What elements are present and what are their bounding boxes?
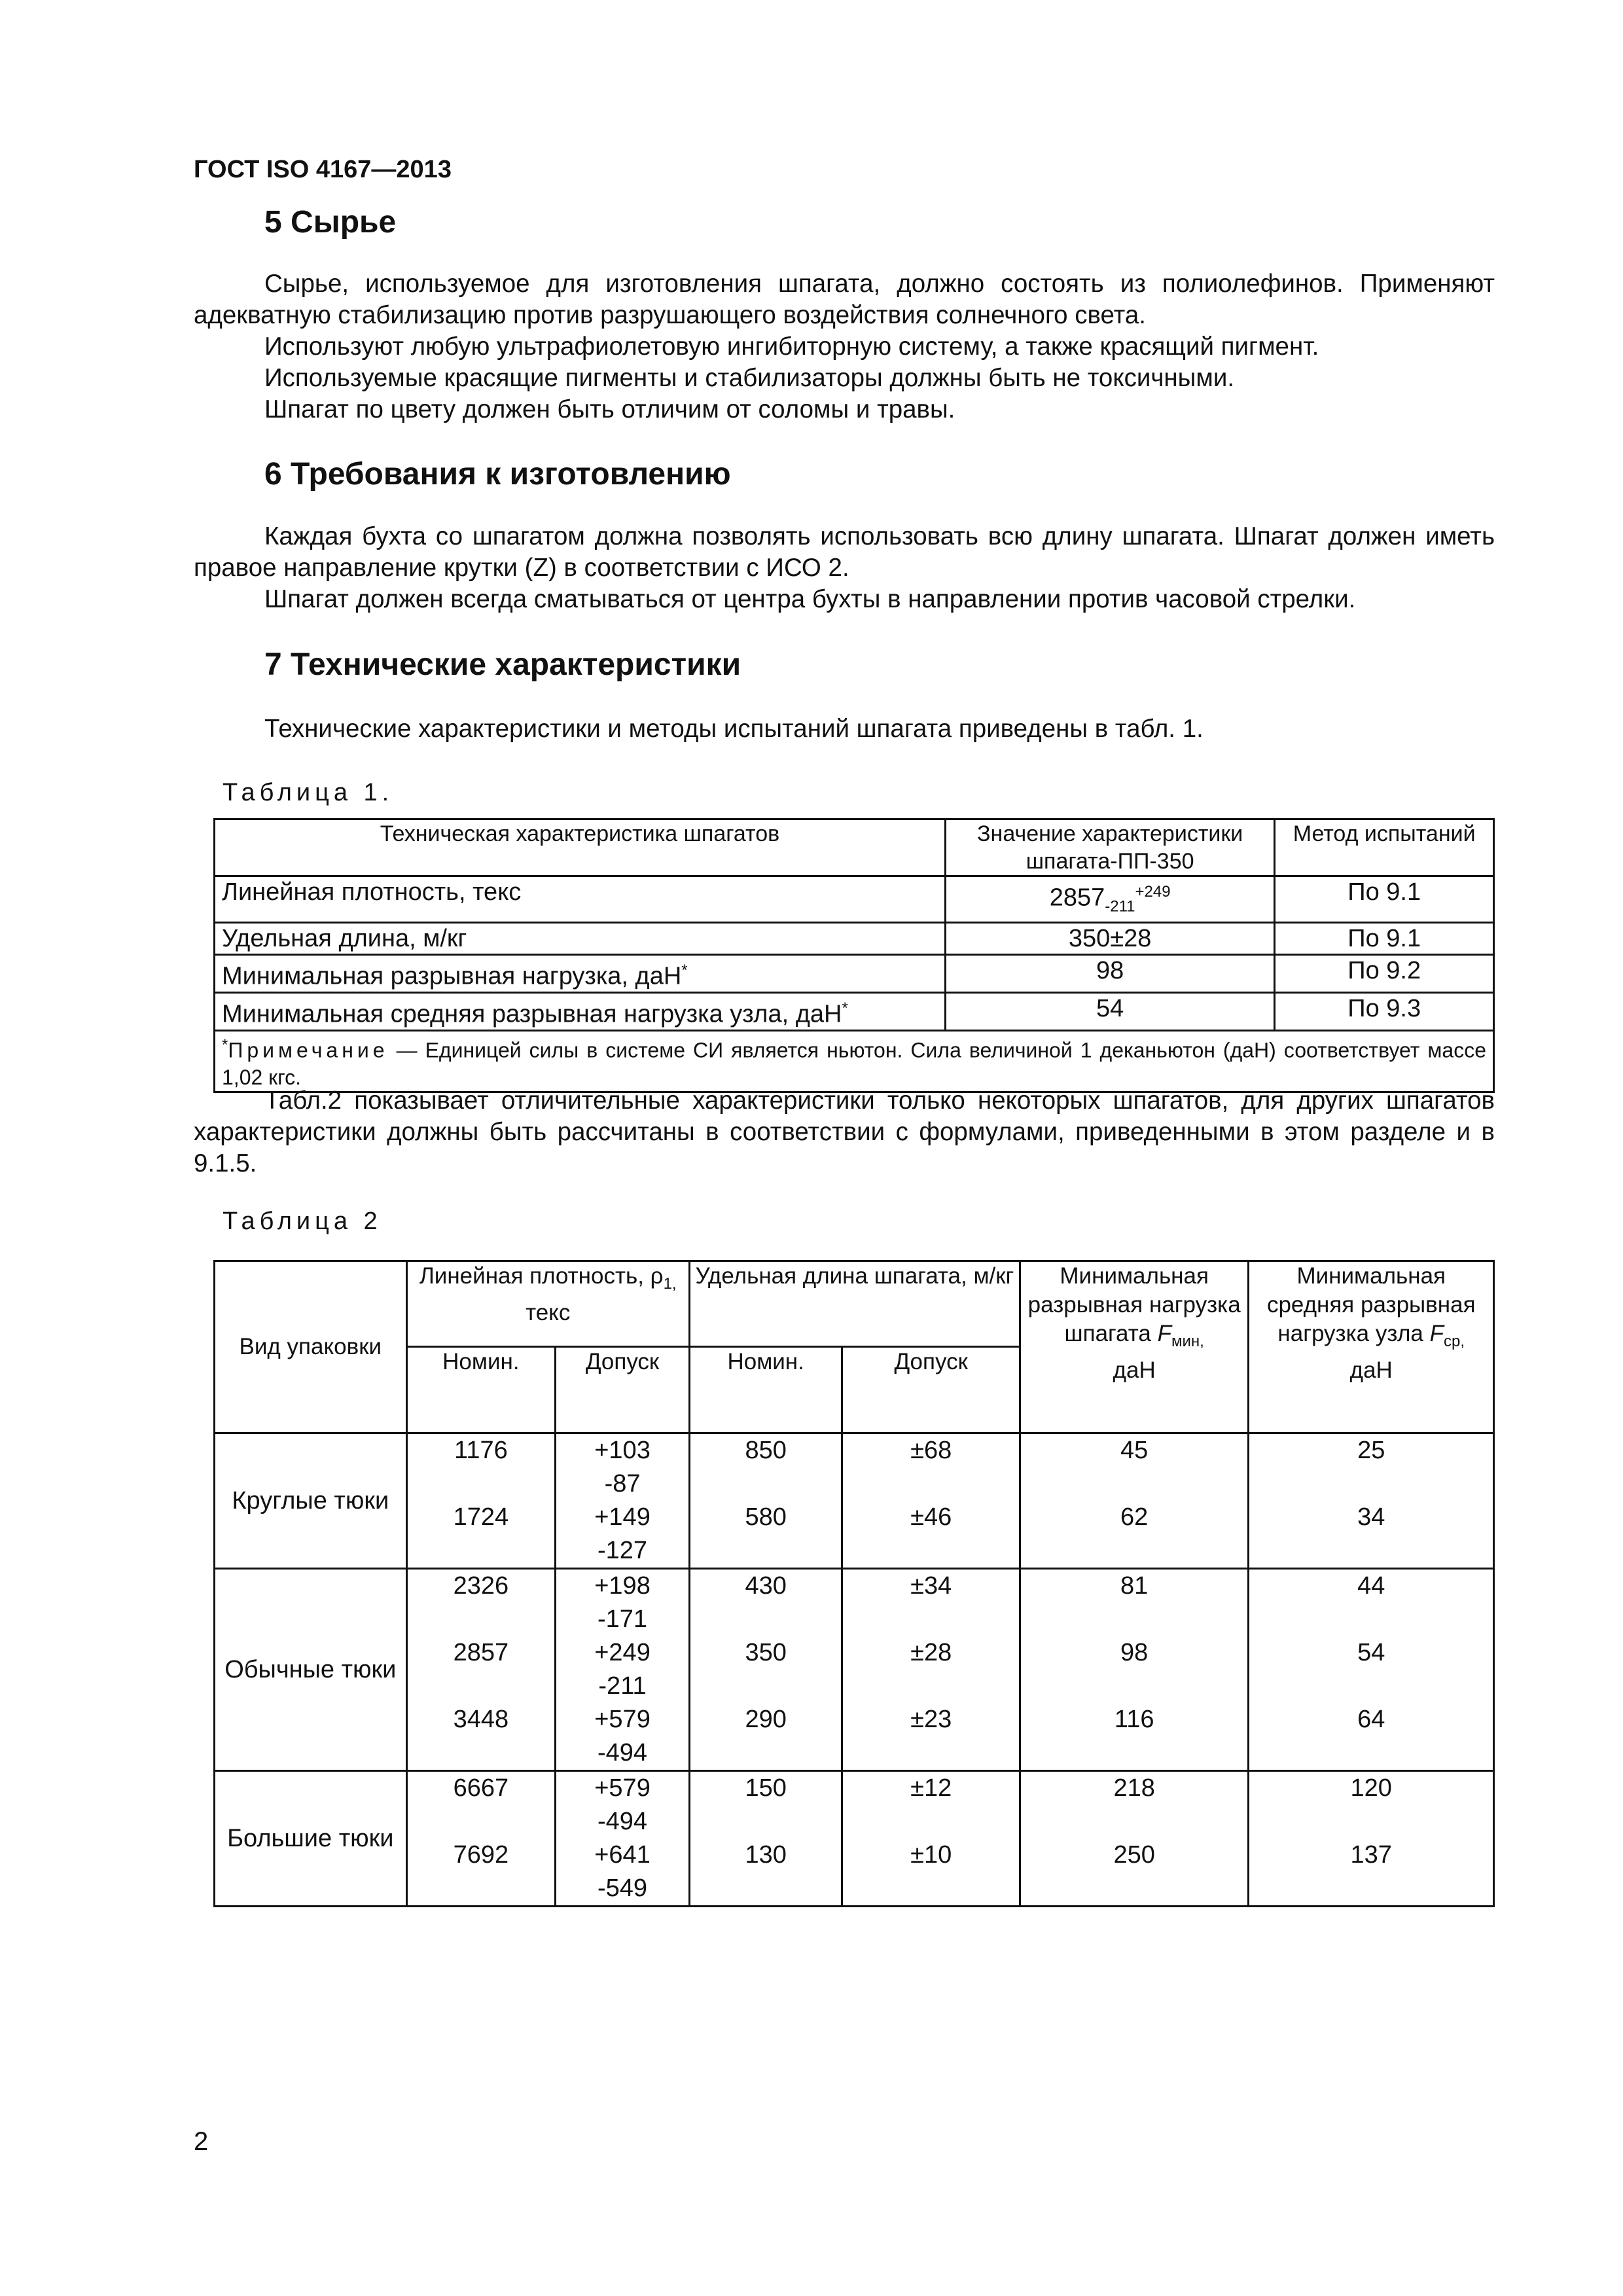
- note-text: — Единицей силы в системе СИ является ньютон. Сила величиной 1 деканьютон (даН) соответствует массе 1,02 кгс.: [222, 1038, 1486, 1090]
- header-cell: Значение характеристики шпагата-ПП-350: [945, 819, 1274, 876]
- header-text: Линейная плотность, ρ: [419, 1263, 664, 1289]
- header-cell: Допуск: [842, 1347, 1020, 1433]
- footnote-mark: *: [842, 999, 848, 1017]
- density-nominal-cell: [406, 1569, 556, 1771]
- header-cell: Вид упаковки: [215, 1261, 407, 1433]
- value: +198: [594, 1572, 651, 1600]
- table-1: [213, 818, 1495, 1093]
- value: 1176: [454, 1437, 508, 1464]
- value: -127: [597, 1537, 648, 1564]
- subscript: ср,: [1444, 1333, 1465, 1350]
- value: +641: [594, 1841, 651, 1869]
- value: ±46: [910, 1503, 952, 1531]
- note-label: Примечание: [228, 1038, 389, 1062]
- value: 25: [1357, 1437, 1385, 1464]
- header-cell: Метод испытаний: [1275, 819, 1494, 876]
- page-number: 2: [194, 2127, 209, 2156]
- value: 7692: [453, 1841, 509, 1869]
- table-2: [213, 1260, 1495, 1907]
- table-row: [215, 923, 1494, 955]
- paragraph: Табл.2 показывает отличительные характеристики только некоторых шпагатов, для других шпагатов характеристики должны быть рассчитаны в соответствии с формулами, приведенными в этом разделе и в 9.1.5.: [194, 1086, 1495, 1177]
- value-upper-tolerance: +249: [1135, 883, 1171, 901]
- table-header-row: [215, 819, 1494, 876]
- method-cell: По 9.3: [1275, 992, 1494, 1030]
- value: 1724: [453, 1503, 509, 1531]
- group-label: Обычные тюки: [215, 1569, 407, 1771]
- density-tolerance-cell: [556, 1771, 690, 1907]
- value: 850: [745, 1437, 787, 1464]
- value: -494: [597, 1739, 648, 1767]
- header-cell: Номин.: [689, 1347, 842, 1433]
- value: 250: [1113, 1841, 1155, 1869]
- row-label: [215, 955, 946, 993]
- header-text: Минимальная средняя разрывная нагрузка узла: [1266, 1263, 1476, 1346]
- value: 2857: [453, 1639, 509, 1666]
- method-cell: По 9.1: [1275, 923, 1494, 955]
- paragraph: Используют любую ультрафиолетовую ингибиторную систему, а также красящий пигмент.: [264, 332, 1319, 361]
- footnote-mark: *: [222, 1035, 228, 1054]
- section-7-title: 7 Технические характеристики: [264, 647, 741, 682]
- density-nominal-cell: [406, 1771, 556, 1907]
- footnote-mark: *: [681, 961, 688, 980]
- paragraph: Шпагат по цвету должен быть отличим от соломы и травы.: [264, 395, 955, 423]
- value: 2326: [453, 1572, 509, 1600]
- unit: даН: [1113, 1357, 1156, 1383]
- value: 45: [1120, 1437, 1149, 1464]
- value: +249: [594, 1639, 651, 1666]
- header-cell: [1020, 1261, 1249, 1433]
- paragraph: Сырье, используемое для изготовления шпагата, должно состоять из полиолефинов. Применяют адекватную стабилизацию против разрушающего воздействия солнечного света.: [194, 270, 1495, 329]
- unit: даН: [1349, 1357, 1393, 1383]
- value: 64: [1357, 1706, 1385, 1733]
- table-1-caption: Таблица 1.: [223, 779, 394, 806]
- value: 137: [1350, 1841, 1392, 1869]
- group-label: Круглые тюки: [215, 1433, 407, 1569]
- table-row-group: [215, 1771, 1494, 1907]
- header-cell: [1249, 1261, 1494, 1433]
- value-cell: 98: [945, 955, 1274, 993]
- paragraph: Каждая бухта со шпагатом должна позволять использовать всю длину шпагата. Шпагат должен иметь правое направление крутки (Z) в соответствии с ИСО 2.: [194, 522, 1495, 582]
- subscript: мин,: [1171, 1333, 1204, 1350]
- header-cell: Допуск: [556, 1347, 690, 1433]
- symbol: F: [1157, 1321, 1171, 1346]
- paragraph: Шпагат должен всегда сматываться от центра бухты в направлении против часовой стрелки.: [264, 585, 1356, 613]
- value-cell: 54: [945, 992, 1274, 1030]
- paragraph: Используемые красящие пигменты и стабилизаторы должны быть не токсичными.: [264, 364, 1235, 392]
- method-cell: По 9.1: [1275, 876, 1494, 923]
- header-cell: Номин.: [406, 1347, 556, 1433]
- value: 120: [1350, 1774, 1392, 1802]
- value: -549: [597, 1874, 648, 1902]
- header-cell: Техническая характеристика шпагатов: [215, 819, 946, 876]
- length-nominal-cell: [689, 1569, 842, 1771]
- value: -171: [597, 1605, 648, 1633]
- value: 430: [745, 1572, 787, 1600]
- row-label-text: Минимальная разрывная нагрузка, даН: [222, 962, 682, 990]
- density-nominal-cell: [406, 1433, 556, 1569]
- value: -87: [604, 1470, 641, 1498]
- fcp-cell: [1249, 1771, 1494, 1907]
- table-2-intro: [194, 1085, 1495, 1179]
- section-5-title: 5 Сырье: [264, 205, 397, 240]
- table-row: [215, 876, 1494, 923]
- row-label-text: Минимальная средняя разрывная нагрузка узла, даН: [222, 1000, 842, 1028]
- length-nominal-cell: [689, 1771, 842, 1907]
- value: ±34: [910, 1572, 952, 1600]
- value: +579: [594, 1774, 651, 1802]
- fmin-cell: [1020, 1433, 1249, 1569]
- unit: текс: [526, 1300, 571, 1325]
- value: -211: [598, 1672, 647, 1700]
- header-cell: Удельная длина шпагата, м/кг: [689, 1261, 1020, 1347]
- value: 116: [1114, 1706, 1154, 1733]
- table-note-row: [215, 1030, 1494, 1092]
- value-cell: [945, 876, 1274, 923]
- table-row-group: [215, 1569, 1494, 1771]
- value: 98: [1120, 1639, 1149, 1666]
- fcp-cell: [1249, 1569, 1494, 1771]
- section-7-body: [194, 713, 1495, 745]
- value: ±12: [910, 1774, 952, 1802]
- value: 44: [1357, 1572, 1385, 1600]
- value-base: 2857: [1049, 884, 1105, 912]
- value: 350: [745, 1639, 787, 1666]
- value: 54: [1357, 1639, 1385, 1666]
- value: ±10: [910, 1841, 952, 1869]
- table-header-row: [215, 1261, 1494, 1347]
- length-nominal-cell: [689, 1433, 842, 1569]
- header-text: Минимальная разрывная нагрузка шпагата: [1027, 1263, 1241, 1346]
- value: 580: [745, 1503, 787, 1531]
- row-label: [215, 992, 946, 1030]
- table-row: [215, 992, 1494, 1030]
- length-tolerance-cell: [842, 1433, 1020, 1569]
- density-tolerance-cell: [556, 1433, 690, 1569]
- value: 62: [1120, 1503, 1149, 1531]
- row-label: Линейная плотность, текс: [215, 876, 946, 923]
- document-code: ГОСТ ISO 4167—2013: [194, 156, 452, 183]
- method-cell: По 9.2: [1275, 955, 1494, 993]
- subscript: 1,: [663, 1275, 677, 1293]
- header-cell: [406, 1261, 689, 1347]
- value: +579: [594, 1706, 651, 1733]
- value-lower-tolerance: -211: [1105, 897, 1135, 916]
- value: ±68: [910, 1437, 952, 1464]
- length-tolerance-cell: [842, 1771, 1020, 1907]
- value-cell: 350±28: [945, 923, 1274, 955]
- value: 218: [1113, 1774, 1155, 1802]
- density-tolerance-cell: [556, 1569, 690, 1771]
- value: 34: [1357, 1503, 1385, 1531]
- value: 3448: [453, 1706, 509, 1733]
- table-2-caption: Таблица 2: [223, 1208, 382, 1235]
- value: ±23: [910, 1706, 952, 1733]
- value: 130: [745, 1841, 787, 1869]
- group-label: Большие тюки: [215, 1771, 407, 1907]
- section-6-body: [194, 521, 1495, 615]
- section-5-body: [194, 268, 1495, 425]
- value: ±28: [910, 1639, 952, 1666]
- value: 81: [1120, 1572, 1149, 1600]
- fmin-cell: [1020, 1771, 1249, 1907]
- fmin-cell: [1020, 1569, 1249, 1771]
- paragraph: Технические характеристики и методы испытаний шпагата приведены в табл. 1.: [264, 715, 1204, 743]
- row-label: Удельная длина, м/кг: [215, 923, 946, 955]
- length-tolerance-cell: [842, 1569, 1020, 1771]
- table-row-group: [215, 1433, 1494, 1569]
- value: 6667: [453, 1774, 509, 1802]
- table-row: [215, 955, 1494, 993]
- value: -494: [597, 1808, 648, 1835]
- section-6-title: 6 Требования к изготовлению: [264, 457, 731, 492]
- symbol: F: [1429, 1321, 1444, 1346]
- value: +103: [594, 1437, 651, 1464]
- value: 290: [745, 1706, 787, 1733]
- table-note: [215, 1030, 1494, 1092]
- fcp-cell: [1249, 1433, 1494, 1569]
- value: 150: [745, 1774, 787, 1802]
- value: +149: [594, 1503, 651, 1531]
